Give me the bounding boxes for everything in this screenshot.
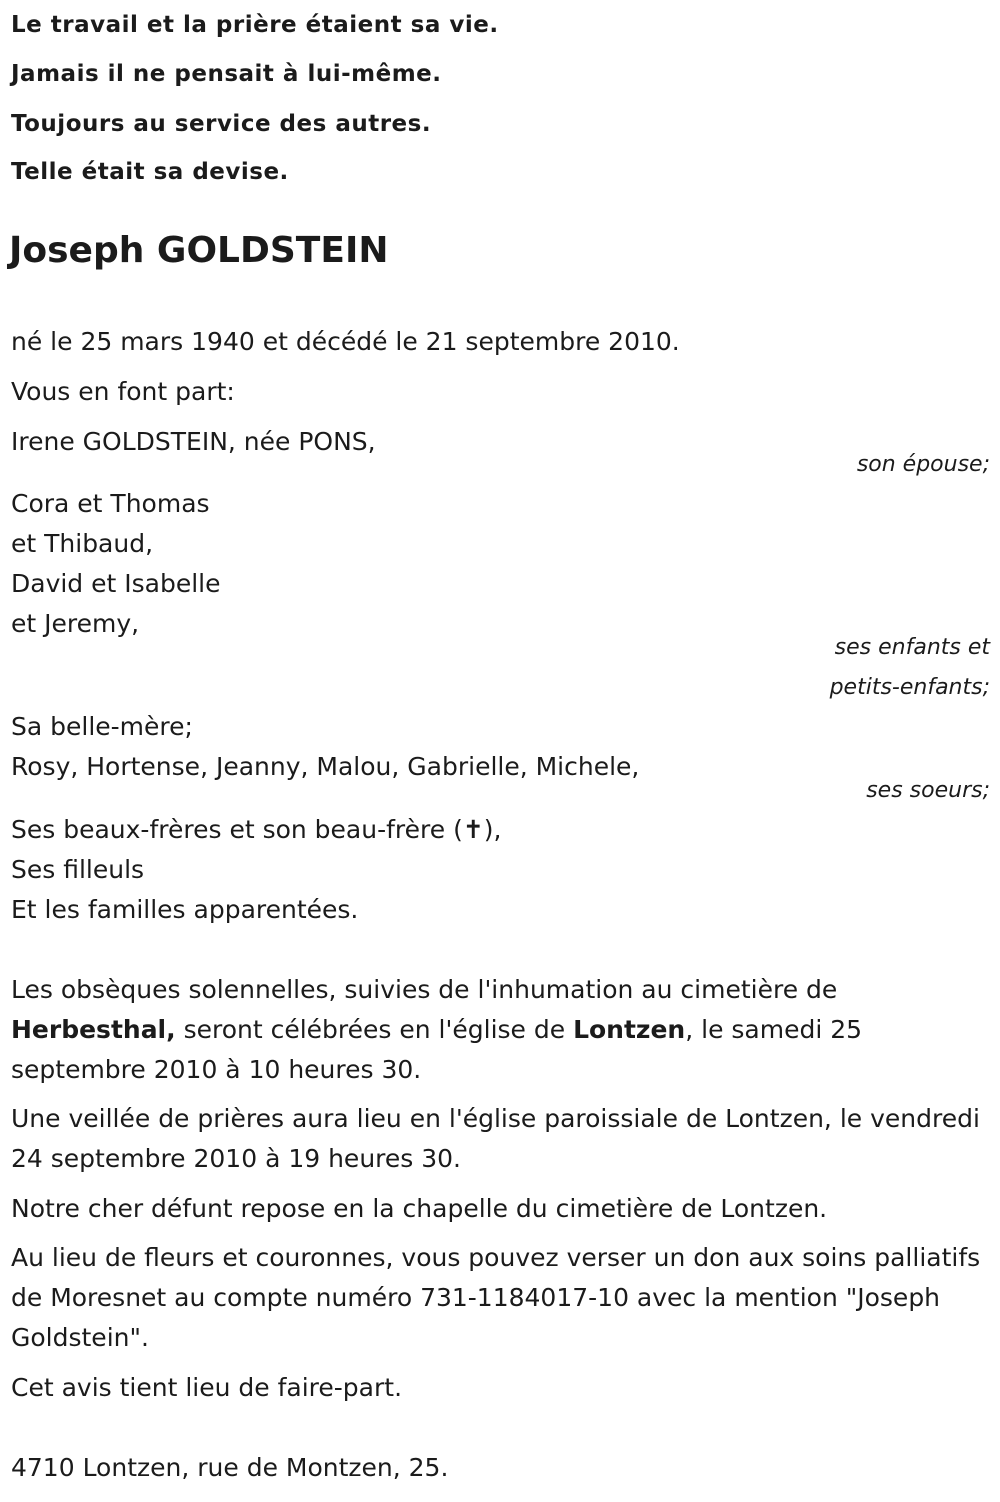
others-line: Ses filleuls [11, 855, 145, 884]
motto-line: Telle était sa devise. [11, 159, 289, 185]
notice-paragraph: Cet avis tient lieu de faire-part. [11, 1373, 403, 1402]
dates-line: né le 25 mars 1940 et décédé le 21 septembre 2010. [11, 327, 680, 356]
vigil-paragraph: Une veillée de prières aura lieu en l'église paroissiale de Lontzen, le vendredi 24 septembre 2010 à 19 heures 30. [11, 1104, 980, 1173]
others-line: Et les familles apparentées. [11, 895, 359, 924]
children-relation: ses enfants et [834, 635, 990, 660]
spouse-line: Irene GOLDSTEIN, née PONS, [11, 427, 376, 456]
others-line: Ses beaux-frères et son beau-frère (✝), [11, 815, 502, 844]
children-relation: petits-enfants; [829, 675, 990, 700]
child-line: Cora et Thomas [11, 489, 210, 518]
mother-in-law-line: Sa belle-mère; [11, 712, 193, 741]
donation-paragraph: Au lieu de fleurs et couronnes, vous pouvez verser un don aux soins palliatifs de Moresnet au compte numéro 731-1184017-10 avec la mention "Joseph Goldstein". [11, 1243, 981, 1352]
announce-line: Vous en font part: [11, 377, 235, 406]
address-line: 4710 Lontzen, rue de Montzen, 25. [11, 1453, 449, 1482]
child-line: et Jeremy, [11, 609, 140, 638]
child-line: et Thibaud, [11, 529, 154, 558]
spouse-relation: son épouse; [856, 452, 990, 477]
funeral-place-church: Lontzen [573, 1015, 686, 1044]
funeral-paragraph: Les obsèques solennelles, suivies de l'inhumation au cimetière de Herbesthal, seront célébrées en l'église de Lontzen, le samedi 25 septembre 2010 à 10 heures 30. [11, 975, 863, 1084]
motto-line: Jamais il ne pensait à lui-même. [11, 61, 442, 87]
child-line: David et Isabelle [11, 569, 221, 598]
deceased-name: Joseph GOLDSTEIN [9, 230, 389, 271]
sisters-line: Rosy, Hortense, Jeanny, Malou, Gabrielle, Michele, [11, 752, 640, 781]
sisters-relation: ses soeurs; [866, 778, 990, 803]
motto-line: Toujours au service des autres. [11, 111, 432, 137]
funeral-place-cemetery: Herbesthal, [11, 1015, 176, 1044]
rest-paragraph: Notre cher défunt repose en la chapelle du cimetière de Lontzen. [11, 1194, 828, 1223]
motto-line: Le travail et la prière étaient sa vie. [11, 12, 499, 38]
